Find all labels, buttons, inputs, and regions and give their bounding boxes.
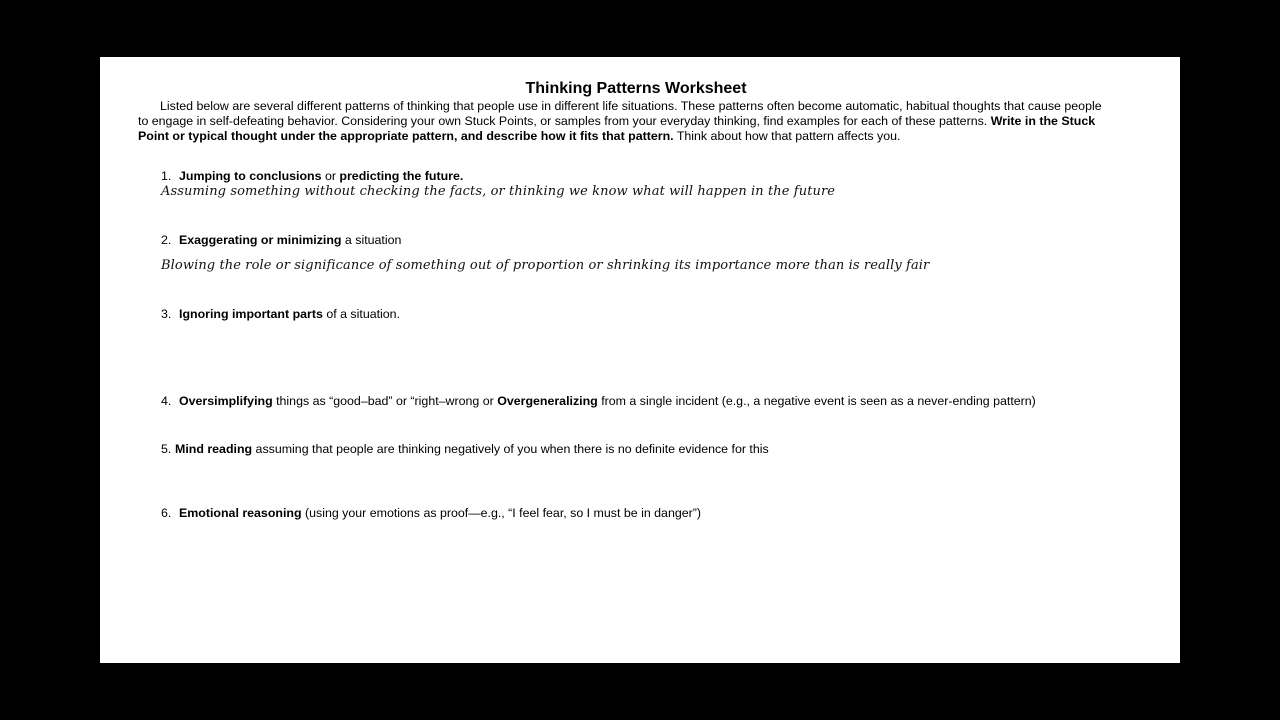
item-number: 5. (161, 442, 172, 456)
item-text: or (321, 169, 340, 183)
item-text: things as “good–bad” or “right–wrong or (272, 394, 498, 408)
item-text: a situation (341, 233, 402, 247)
item-bold-label: Mind reading (175, 442, 253, 456)
pattern-item-5 (161, 442, 769, 457)
pattern-item-1 (161, 169, 463, 184)
pattern-item-2 (161, 233, 401, 248)
intro-bold-instruction: Write in the Stuck Point or typical thought under the appropriate pattern, and describe how it fits that pattern. (138, 114, 1096, 143)
item-number: 6. (161, 506, 172, 520)
handwritten-answer-1: Assuming something without checking the facts, or thinking we know what will happen in the future (161, 184, 836, 199)
item-bold-label-2: Overgeneralizing (497, 394, 598, 408)
pattern-item-6 (161, 506, 701, 521)
page-title: Thinking Patterns Worksheet (525, 80, 747, 97)
intro-paragraph (138, 99, 1112, 144)
intro-end: Think about how that pattern affects you. (676, 129, 901, 143)
pattern-item-3 (161, 307, 400, 322)
item-number: 1. (161, 169, 172, 183)
item-bold-label: Oversimplifying (179, 394, 273, 408)
item-number: 2. (161, 233, 172, 247)
pattern-item-4 (161, 394, 1036, 409)
item-bold-label: Emotional reasoning (179, 506, 302, 520)
item-bold-label-2: predicting the future. (339, 169, 464, 183)
item-bold-label: Jumping to conclusions (179, 169, 322, 183)
intro-text: Listed below are several different patterns of thinking that people use in different life situations. These patterns often become automatic, habitual thoughts that cause people to engage in self-defeating behavior. Considering your own Stuck Points, or samples from your everyday thinking, find examples for each of these patterns. (138, 99, 1102, 128)
item-text: (using your emotions as proof—e.g., “I feel fear, so I must be in danger”) (301, 506, 701, 520)
worksheet-page (100, 57, 1180, 663)
item-bold-label: Exaggerating or minimizing (179, 233, 342, 247)
item-number: 4. (161, 394, 172, 408)
item-text: of a situation. (322, 307, 401, 321)
item-text: assuming that people are thinking negatively of you when there is no definite evidence for this (252, 442, 769, 456)
item-text-2: from a single incident (e.g., a negative event is seen as a never-ending pattern) (597, 394, 1036, 408)
handwritten-answer-2: Blowing the role or significance of something out of proportion or shrinking its importance more than is really fair (161, 258, 930, 273)
item-number: 3. (161, 307, 172, 321)
item-bold-label: Ignoring important parts (179, 307, 323, 321)
